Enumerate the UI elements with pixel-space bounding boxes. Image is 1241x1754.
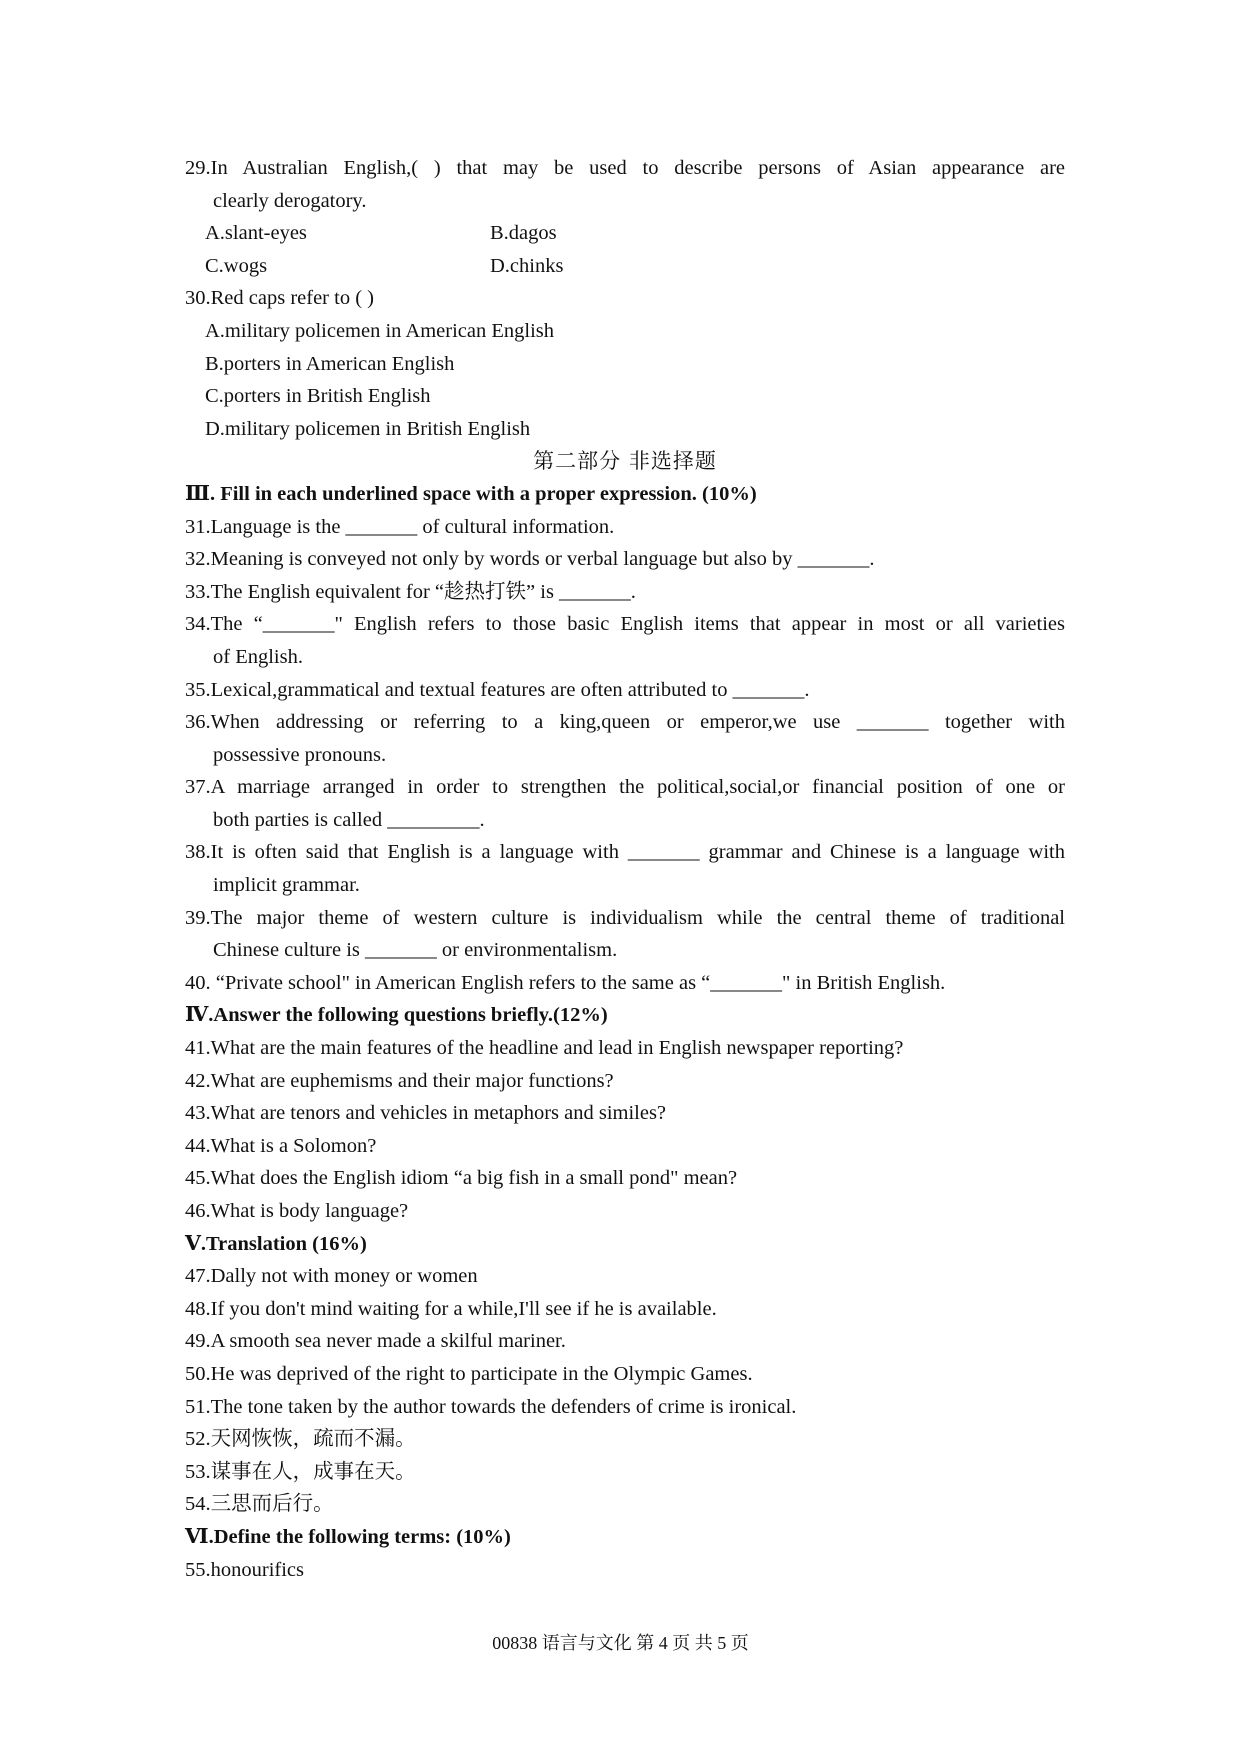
section-3-heading: Ⅲ. Fill in each underlined space with a proper expression. (10%) xyxy=(185,482,757,505)
question-42: 42.What are euphemisms and their major functions? xyxy=(185,1069,614,1092)
question-48: 48.If you don't mind waiting for a while,I'll see if he is available. xyxy=(185,1297,717,1320)
question-35: 35.Lexical,grammatical and textual features are often attributed to _______. xyxy=(185,678,810,701)
question-39: 39.The major theme of western culture is individualism while the central theme of traditional xyxy=(185,906,1065,929)
question-45: 45.What does the English idiom “a big fish in a small pond" mean? xyxy=(185,1167,738,1190)
question-29-options-cd xyxy=(185,250,1065,283)
question-41: 41.What are the main features of the headline and lead in English newspaper reporting? xyxy=(185,1037,904,1060)
question-36-continued: possessive pronouns. xyxy=(213,743,387,766)
option-d: D.chinks xyxy=(490,254,564,277)
question-44: 44.What is a Solomon? xyxy=(185,1134,377,1157)
question-30-option-a: A.military policemen in American English xyxy=(205,319,554,342)
question-38: 38.It is often said that English is a language with _______ grammar and Chinese is a language with xyxy=(185,841,1065,864)
question-51: 51.The tone taken by the author towards the defenders of crime is ironical. xyxy=(185,1395,797,1418)
question-34-continued: of English. xyxy=(213,645,303,668)
question-43: 43.What are tenors and vehicles in metaphors and similes? xyxy=(185,1102,667,1125)
option-a: A.slant-eyes xyxy=(205,222,307,245)
question-52: 52.天网恢恢，疏而不漏。 xyxy=(185,1428,416,1451)
question-46: 46.What is body language? xyxy=(185,1200,409,1222)
question-49: 49.A smooth sea never made a skilful mariner. xyxy=(185,1330,566,1353)
question-37: 37.A marriage arranged in order to strengthen the political,social,or financial position of one or xyxy=(185,776,1065,799)
question-38-continued: implicit grammar. xyxy=(213,874,360,897)
question-54: 54.三思而后行。 xyxy=(185,1493,334,1516)
page-footer: 00838 语言与文化 第 4 页 共 5 页 xyxy=(492,1633,749,1653)
question-39-continued: Chinese culture is _______ or environmentalism. xyxy=(213,939,618,962)
question-36: 36.When addressing or referring to a king,queen or emperor,we use _______ together with xyxy=(185,711,1065,734)
question-29-options-ab xyxy=(185,217,1065,250)
question-47: 47.Dally not with money or women xyxy=(185,1265,478,1288)
question-37-continued: both parties is called _________. xyxy=(213,808,485,831)
section-5-heading: Ⅴ.Translation (16%) xyxy=(185,1232,367,1255)
question-30-option-c: C.porters in British English xyxy=(205,385,431,408)
question-55: 55.honourifics xyxy=(185,1558,304,1581)
question-33: 33.The English equivalent for “趁热打铁” is _______. xyxy=(185,580,636,603)
option-b: B.dagos xyxy=(490,222,557,245)
part-two-title: 第二部分 非选择题 xyxy=(533,449,717,474)
question-29-stem-continued: clearly derogatory. xyxy=(213,189,367,212)
section-6-heading: Ⅵ.Define the following terms: (10%) xyxy=(185,1525,511,1548)
question-53: 53.谋事在人，成事在天。 xyxy=(185,1460,416,1483)
question-31: 31.Language is the _______ of cultural information. xyxy=(185,515,615,538)
section-4-heading: Ⅳ.Answer the following questions briefly.(12%) xyxy=(185,1004,608,1027)
question-32: 32.Meaning is conveyed not only by words or verbal language but also by _______. xyxy=(185,548,875,571)
question-30-option-b: B.porters in American English xyxy=(205,352,455,375)
question-30-stem: 30.Red caps refer to ( ) xyxy=(185,287,374,310)
question-34: 34.The “_______" English refers to those basic English items that appear in most or all varieties xyxy=(185,613,1065,636)
option-c: C.wogs xyxy=(205,254,268,277)
question-29-stem: 29.In Australian English,( ) that may be used to describe persons of Asian appearance are xyxy=(185,157,1065,179)
exam-page-content xyxy=(185,152,1065,1586)
question-40: 40. “Private school" in American English refers to the same as “_______" in British English. xyxy=(185,971,946,994)
question-30-option-d: D.military policemen in British English xyxy=(205,417,531,440)
question-50: 50.He was deprived of the right to participate in the Olympic Games. xyxy=(185,1362,753,1385)
